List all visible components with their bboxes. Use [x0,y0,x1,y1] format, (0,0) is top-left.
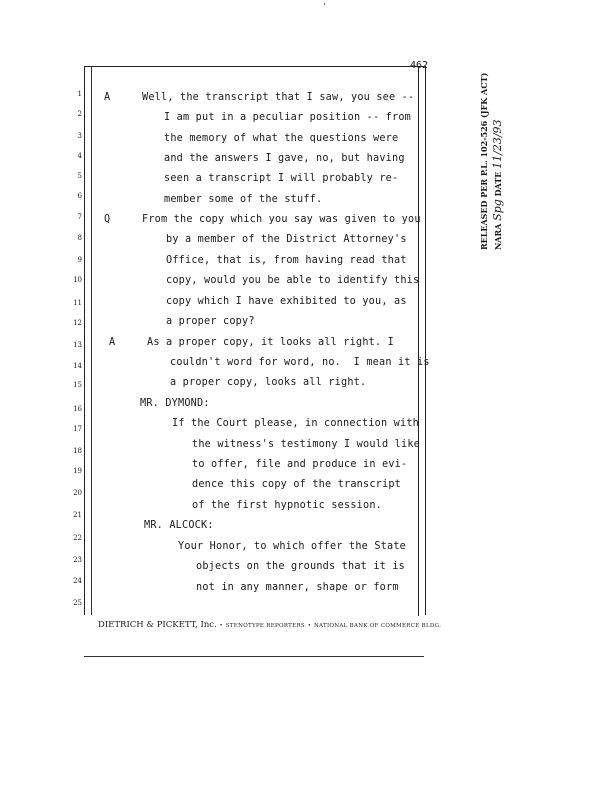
line-number: 12 [73,319,82,327]
line-number: 11 [73,299,82,307]
stamp-nara-line [491,73,505,250]
line-number: 8 [77,234,82,242]
release-stamp [478,73,505,250]
transcript-line: MR. ALCOCK: [144,520,214,531]
footer-rule [84,656,424,657]
reporter-footer [98,620,441,630]
stamp-date-label: DATE [493,171,503,197]
stamp-date: 11/23/93 [491,119,504,169]
page-number: 462 [410,60,429,71]
firm-name: DIETRICH & PICKETT, Inc. [98,620,217,630]
transcript-line: Q From the copy which you say was given to you [104,214,421,225]
line-number: 1 [77,90,82,98]
line-number: 9 [77,256,82,264]
line-number: 18 [73,447,82,455]
transcript-line: dence this copy of the transcript [192,479,402,490]
transcript-line: Office, that is, from having read that [166,255,407,266]
footer-reporters: STENOTYPE REPORTERS [225,623,305,629]
line-number: 6 [77,192,82,200]
line-number: 2 [77,110,82,118]
stamp-signature: Spg [491,199,504,221]
transcript-line: the witness's testimony I would like [192,439,421,450]
line-number: 21 [73,511,82,519]
line-number: 19 [73,467,82,475]
transcript-line: a proper copy, looks all right. [170,377,367,388]
line-number: 14 [73,362,82,370]
transcript-line: seen a transcript I will probably re- [164,173,399,184]
transcript-line: A Well, the transcript that I saw, you see -- [104,92,415,103]
transcript-line: A As a proper copy, it looks all right. I [109,337,395,348]
transcript-line: not in any manner, shape or form [196,582,399,593]
transcript-line: of the first hypnotic session. [192,500,383,511]
transcript-line: I am put in a peculiar position -- from [164,112,412,123]
line-number: 16 [73,405,82,413]
transcript-line: the memory of what the questions were [164,133,399,144]
line-number: 20 [73,489,82,497]
top-mark: ' [322,2,327,11]
transcript-line: MR. DYMOND: [140,398,210,409]
line-number: 13 [73,341,82,349]
transcript-line: a proper copy? [166,316,255,327]
line-number: 17 [73,425,82,433]
line-number: 7 [77,213,82,221]
transcript-line: copy, would you be able to identify this [166,275,420,286]
line-number: 22 [73,534,82,542]
footer-separator: • [219,623,224,629]
transcript-line: member some of the stuff. [164,194,323,205]
line-number: 5 [77,172,82,180]
line-number: 24 [73,577,82,585]
footer-address: NATIONAL BANK OF COMMERCE BLDG. [313,623,442,629]
footer-separator: • [307,623,312,629]
stamp-nara-label: NARA [493,223,503,250]
transcript-line: If the Court please, in connection with [172,418,420,429]
transcript-line: by a member of the District Attorney's [166,234,407,245]
transcript-line: to offer, file and produce in evi- [192,459,408,470]
line-number: 10 [73,276,82,284]
line-number: 4 [77,152,82,160]
line-number: 3 [77,132,82,140]
right-margin-rule [418,66,419,616]
transcript-line: and the answers I gave, no, but having [164,153,405,164]
transcript-line: copy which I have exhibited to you, as [166,296,407,307]
line-number: 23 [73,556,82,564]
transcript-line: Your Honor, to which offer the State [178,541,407,552]
transcript-line: objects on the grounds that it is [196,561,406,572]
line-number: 15 [73,381,82,389]
line-number: 25 [73,599,82,607]
stamp-release-line: RELEASED PER P.L. 102-526 (JFK ACT) [479,72,489,250]
transcript-line: couldn't word for word, no. I mean it is [170,357,430,368]
